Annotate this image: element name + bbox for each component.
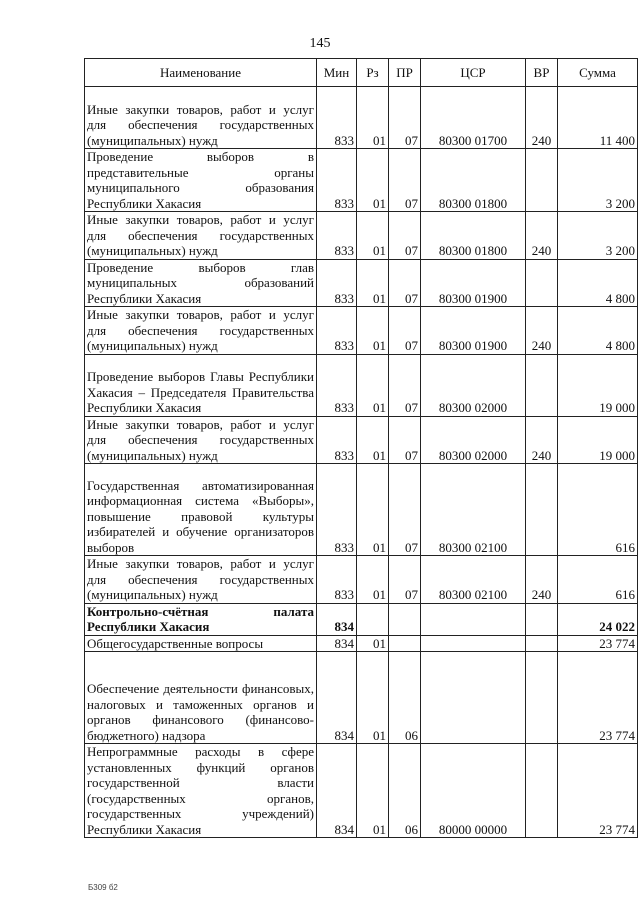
row-name-cell: Иные закупки товаров, работ и услуг для обеспечения государственных (муниципальных) нужд — [85, 212, 317, 260]
row-vr-cell — [526, 652, 558, 744]
row-sum-cell: 3 200 — [558, 212, 638, 260]
table-row — [85, 307, 638, 355]
header-pr: ПР — [389, 59, 421, 87]
row-csr-cell: 80300 01800 — [421, 212, 526, 260]
row-rz-cell: 01 — [357, 744, 389, 838]
row-csr-cell: 80300 01900 — [421, 259, 526, 307]
row-rz-cell: 01 — [357, 307, 389, 355]
row-sum-cell: 23 774 — [558, 652, 638, 744]
row-sum-cell: 616 — [558, 556, 638, 604]
row-rz-cell: 01 — [357, 87, 389, 149]
row-pr-cell: 06 — [389, 652, 421, 744]
row-csr-cell — [421, 652, 526, 744]
row-rz-cell: 01 — [357, 652, 389, 744]
row-name-cell: Общегосударственные вопросы — [85, 635, 317, 652]
row-sum-cell: 24 022 — [558, 603, 638, 635]
row-min-cell: 833 — [317, 87, 357, 149]
table-row — [85, 259, 638, 307]
row-csr-cell: 80300 02000 — [421, 354, 526, 416]
header-rz: Рз — [357, 59, 389, 87]
table-row — [85, 652, 638, 744]
row-vr-cell — [526, 354, 558, 416]
header-vr: ВР — [526, 59, 558, 87]
row-rz-cell: 01 — [357, 149, 389, 212]
row-rz-cell: 01 — [357, 416, 389, 464]
row-csr-cell — [421, 635, 526, 652]
row-name-cell: Обеспечение деятельности финансовых, налоговых и таможенных органов и органов финансового (финансово-бюджетного) надзора — [85, 652, 317, 744]
table-header-row — [85, 59, 638, 87]
row-vr-cell — [526, 464, 558, 556]
row-sum-cell: 4 800 — [558, 307, 638, 355]
row-vr-cell: 240 — [526, 87, 558, 149]
row-vr-cell: 240 — [526, 556, 558, 604]
table-row — [85, 416, 638, 464]
page-number: 145 — [309, 36, 331, 51]
table-row — [85, 556, 638, 604]
row-name-cell: Иные закупки товаров, работ и услуг для обеспечения государственных (муниципальных) нужд — [85, 556, 317, 604]
row-pr-cell — [389, 603, 421, 635]
row-vr-cell — [526, 149, 558, 212]
row-vr-cell: 240 — [526, 212, 558, 260]
table-row — [85, 149, 638, 212]
row-pr-cell: 07 — [389, 149, 421, 212]
row-min-cell: 833 — [317, 556, 357, 604]
row-sum-cell: 19 000 — [558, 354, 638, 416]
row-rz-cell: 01 — [357, 464, 389, 556]
row-pr-cell: 07 — [389, 307, 421, 355]
row-min-cell: 833 — [317, 212, 357, 260]
row-min-cell: 833 — [317, 354, 357, 416]
row-min-cell: 834 — [317, 652, 357, 744]
table-body — [85, 87, 638, 838]
header-csr: ЦСР — [421, 59, 526, 87]
row-name-cell: Проведение выборов глав муниципальных образований Республики Хакасия — [85, 259, 317, 307]
header-sum: Сумма — [558, 59, 638, 87]
row-csr-cell: 80300 01800 — [421, 149, 526, 212]
row-name-cell: Иные закупки товаров, работ и услуг для обеспечения государственных (муниципальных) нужд — [85, 87, 317, 149]
footer-mark: Б309 б2 — [88, 883, 118, 892]
table-row — [85, 635, 638, 652]
row-rz-cell: 01 — [357, 354, 389, 416]
row-min-cell: 833 — [317, 259, 357, 307]
row-sum-cell: 4 800 — [558, 259, 638, 307]
row-min-cell: 833 — [317, 149, 357, 212]
row-csr-cell: 80300 01900 — [421, 307, 526, 355]
row-min-cell: 833 — [317, 307, 357, 355]
row-rz-cell — [357, 603, 389, 635]
table-row — [85, 354, 638, 416]
table-row — [85, 744, 638, 838]
row-name-cell: Проведение выборов в представительные органы муниципального образования Республики Хакасия — [85, 149, 317, 212]
row-min-cell: 834 — [317, 603, 357, 635]
row-name-cell: Непрограммные расходы в сфере установленных функций органов государственной власти (государственных органов, государственных учреждений) Республики Хакасия — [85, 744, 317, 838]
row-csr-cell: 80000 00000 — [421, 744, 526, 838]
row-vr-cell: 240 — [526, 416, 558, 464]
row-pr-cell: 07 — [389, 87, 421, 149]
row-pr-cell: 06 — [389, 744, 421, 838]
header-min: Мин — [317, 59, 357, 87]
row-name-cell: Контрольно-счётная палата Республики Хакасия — [85, 603, 317, 635]
row-vr-cell: 240 — [526, 307, 558, 355]
row-pr-cell: 07 — [389, 464, 421, 556]
row-sum-cell: 616 — [558, 464, 638, 556]
row-sum-cell: 11 400 — [558, 87, 638, 149]
row-csr-cell: 80300 02100 — [421, 464, 526, 556]
row-name-cell: Иные закупки товаров, работ и услуг для обеспечения государственных (муниципальных) нужд — [85, 416, 317, 464]
row-name-cell: Проведение выборов Главы Республики Хакасия – Председателя Правительства Республики Хакасия — [85, 354, 317, 416]
row-pr-cell: 07 — [389, 259, 421, 307]
row-min-cell: 834 — [317, 744, 357, 838]
row-vr-cell — [526, 603, 558, 635]
row-sum-cell: 3 200 — [558, 149, 638, 212]
row-pr-cell: 07 — [389, 416, 421, 464]
row-name-cell: Иные закупки товаров, работ и услуг для обеспечения государственных (муниципальных) нужд — [85, 307, 317, 355]
table-row — [85, 87, 638, 149]
row-vr-cell — [526, 744, 558, 838]
row-pr-cell: 07 — [389, 556, 421, 604]
row-csr-cell: 80300 02000 — [421, 416, 526, 464]
table-row — [85, 603, 638, 635]
table-row — [85, 212, 638, 260]
row-rz-cell: 01 — [357, 212, 389, 260]
row-sum-cell: 23 774 — [558, 635, 638, 652]
row-pr-cell: 07 — [389, 354, 421, 416]
row-pr-cell: 07 — [389, 212, 421, 260]
row-min-cell: 833 — [317, 464, 357, 556]
row-name-cell: Государственная автоматизированная информационная система «Выборы», повышение правовой культуры избирателей и обучение организаторов выборов — [85, 464, 317, 556]
header-name: Наименование — [85, 59, 317, 87]
row-rz-cell: 01 — [357, 556, 389, 604]
row-vr-cell — [526, 635, 558, 652]
budget-table — [84, 58, 638, 838]
row-sum-cell: 23 774 — [558, 744, 638, 838]
row-pr-cell — [389, 635, 421, 652]
row-csr-cell — [421, 603, 526, 635]
row-rz-cell: 01 — [357, 635, 389, 652]
table-row — [85, 464, 638, 556]
row-sum-cell: 19 000 — [558, 416, 638, 464]
row-min-cell: 834 — [317, 635, 357, 652]
row-vr-cell — [526, 259, 558, 307]
row-csr-cell: 80300 01700 — [421, 87, 526, 149]
row-csr-cell: 80300 02100 — [421, 556, 526, 604]
row-min-cell: 833 — [317, 416, 357, 464]
row-rz-cell: 01 — [357, 259, 389, 307]
